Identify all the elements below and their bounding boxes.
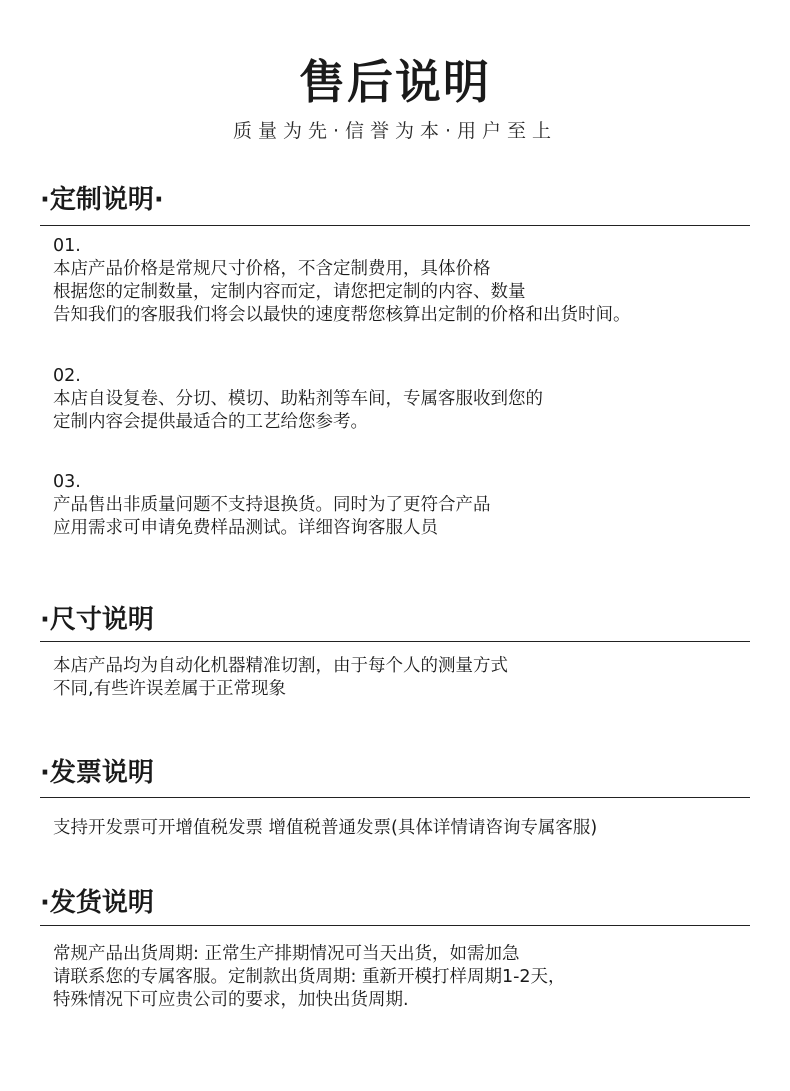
shipping-line-2: 请联系您的专属客服。定制款出货周期: 重新开模打样周期1-2天， <box>53 967 566 987</box>
custom-item-3-line-1: 产品售出非质量问题不支持退换货。同时为了更符合产品 <box>53 495 491 515</box>
invoice-line-1: 支持开发票可开增值税发票 增值税普通发票(具体详情请咨询专属客服) <box>53 818 598 838</box>
shipping-line-3: 特殊情况下可应贵公司的要求，加快出货周期. <box>53 990 409 1010</box>
custom-item-1-line-3: 告知我们的客服我们将会以最快的速度帮您核算出定制的价格和出货时间。 <box>53 305 631 325</box>
custom-item-2-line-2: 定制内容会提供最适合的工艺给您参考。 <box>53 412 368 432</box>
shipping-section-divider <box>40 925 750 926</box>
size-line-2: 不同,有些许误差属于正常现象 <box>53 679 287 699</box>
custom-item-2-line-1: 本店自设复卷、分切、模切、助粘剂等车间，专属客服收到您的 <box>53 389 543 409</box>
custom-item-3-line-2: 应用需求可申请免费样品测试。详细咨询客服人员 <box>53 518 438 538</box>
custom-item-3-number: 03. <box>53 472 81 492</box>
custom-item-3 <box>53 471 491 540</box>
shipping-section-heading: ·发货说明 <box>40 888 154 918</box>
size-line-1: 本店产品均为自动化机器精准切割，由于每个人的测量方式 <box>53 656 508 676</box>
custom-item-1-line-1: 本店产品价格是常规尺寸价格，不含定制费用，具体价格 <box>53 259 491 279</box>
size-section-heading: ·尺寸说明 <box>40 605 154 635</box>
custom-item-2-number: 02. <box>53 366 81 386</box>
page-title: 售后说明 <box>299 55 491 109</box>
custom-section-divider <box>40 225 750 226</box>
invoice-section-text <box>53 817 597 840</box>
size-section-text <box>53 655 508 701</box>
custom-item-1-line-2: 根据您的定制数量，定制内容而定，请您把定制的内容、数量 <box>53 282 526 302</box>
custom-item-1 <box>53 235 631 327</box>
shipping-line-1: 常规产品出货周期: 正常生产排期情况可当天出货，如需加急 <box>53 944 520 964</box>
size-section-divider <box>40 641 750 642</box>
page-subtitle: 质量为先·信誉为本·用户至上 <box>232 120 558 142</box>
invoice-section-divider <box>40 797 750 798</box>
invoice-section-heading: ·发票说明 <box>40 758 154 788</box>
custom-item-1-number: 01. <box>53 236 81 256</box>
custom-item-2 <box>53 365 543 434</box>
custom-section-heading: ·定制说明· <box>40 185 164 215</box>
shipping-section-text <box>53 943 566 1012</box>
